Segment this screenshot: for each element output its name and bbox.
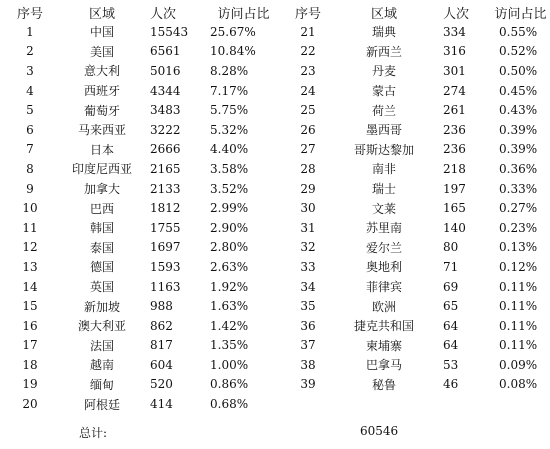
left-index-cell: 14 (22, 279, 38, 294)
right-region-cell: 蒙古 (371, 84, 396, 99)
left-share-cell: 3.58% (210, 161, 249, 176)
left-share-cell: 7.17% (210, 83, 249, 98)
left-share-cell: 10.84% (210, 44, 256, 59)
header-share-right: 访问占比 (494, 6, 547, 22)
left-share-cell: 1.63% (210, 299, 249, 314)
left-count-cell: 817 (150, 338, 173, 353)
left-index-cell: 4 (26, 83, 34, 98)
right-share-cell: 0.52% (499, 44, 538, 59)
right-count-cell: 71 (443, 259, 459, 274)
right-count-cell: 140 (443, 220, 466, 235)
left-region-cell: 美国 (89, 44, 114, 59)
left-region-cell: 阿根廷 (83, 397, 120, 412)
right-region-cell: 瑞典 (371, 25, 396, 40)
right-share-cell: 0.50% (499, 63, 538, 78)
right-share-cell: 0.11% (499, 318, 538, 333)
table-row (0, 277, 550, 297)
right-count-cell: 274 (443, 83, 466, 98)
right-count-cell: 236 (443, 142, 466, 157)
table-row (0, 238, 550, 258)
left-share-cell: 2.63% (210, 259, 249, 274)
right-index-cell: 33 (300, 259, 316, 274)
right-region-cell: 捷克共和国 (353, 319, 414, 334)
left-region-cell: 意大利 (83, 64, 120, 79)
right-count-cell: 65 (443, 299, 459, 314)
right-region-cell: 巴拿马 (365, 358, 402, 373)
left-index-cell: 12 (22, 240, 38, 255)
left-index-cell: 3 (26, 63, 34, 78)
right-share-cell: 0.55% (499, 24, 538, 39)
left-share-cell: 25.67% (210, 24, 256, 39)
left-share-cell: 1.92% (210, 279, 249, 294)
table-row (0, 22, 550, 42)
right-index-cell: 27 (300, 142, 316, 157)
left-share-cell: 1.42% (210, 318, 249, 333)
right-index-cell: 22 (300, 44, 316, 59)
right-count-cell: 69 (443, 279, 459, 294)
right-index-cell: 32 (300, 240, 316, 255)
left-index-cell: 6 (26, 122, 34, 137)
right-index-cell: 37 (300, 338, 316, 353)
right-index-cell: 28 (300, 161, 316, 176)
right-share-cell: 0.12% (499, 259, 538, 274)
table-row (0, 42, 550, 62)
right-index-cell: 38 (300, 357, 316, 372)
right-count-cell: 236 (443, 122, 466, 137)
right-index-cell: 36 (300, 318, 316, 333)
header-share-left: 访问占比 (217, 6, 270, 22)
right-index-cell: 34 (300, 279, 316, 294)
right-index-cell: 39 (300, 377, 316, 392)
right-count-cell: 316 (443, 44, 466, 59)
right-count-cell: 64 (443, 338, 459, 353)
right-index-cell: 24 (300, 83, 316, 98)
left-region-cell: 法国 (89, 338, 114, 353)
right-share-cell: 0.11% (499, 279, 538, 294)
left-count-cell: 520 (150, 377, 173, 392)
header-index-right: 序号 (294, 6, 321, 22)
left-share-cell: 2.90% (210, 220, 249, 235)
header-count-right: 人次 (443, 6, 470, 22)
left-index-cell: 19 (22, 377, 38, 392)
region-visit-table (0, 2, 550, 414)
right-share-cell: 0.27% (499, 201, 538, 216)
table-header-row (0, 2, 550, 22)
left-share-cell: 4.40% (210, 142, 249, 157)
table-row (0, 81, 550, 101)
left-share-cell: 2.80% (210, 240, 249, 255)
right-region-cell: 文莱 (371, 201, 396, 216)
table-row (0, 394, 550, 414)
left-index-cell: 5 (26, 103, 34, 118)
left-share-cell: 0.68% (210, 397, 249, 412)
left-share-cell: 5.75% (210, 103, 249, 118)
right-count-cell: 197 (443, 181, 466, 196)
header-region-right: 区域 (370, 6, 397, 22)
right-region-cell: 丹麦 (371, 64, 396, 79)
left-share-cell: 1.00% (210, 357, 249, 372)
left-index-cell: 16 (22, 318, 38, 333)
right-share-cell: 0.33% (499, 181, 538, 196)
left-index-cell: 7 (26, 142, 34, 157)
right-share-cell: 0.39% (499, 122, 538, 137)
right-region-cell: 柬埔寨 (365, 338, 402, 353)
right-region-cell: 哥斯达黎加 (353, 142, 414, 157)
right-region-cell: 奥地利 (365, 260, 402, 275)
table-row (0, 336, 550, 356)
table-row (0, 120, 550, 140)
left-count-cell: 3222 (150, 122, 181, 137)
left-region-cell: 日本 (89, 142, 114, 157)
right-region-cell (331, 394, 437, 414)
right-share-cell: 0.36% (499, 161, 538, 176)
left-region-cell: 巴西 (89, 201, 114, 216)
total-value: 60546 (360, 424, 399, 438)
left-region-cell: 缅甸 (89, 377, 114, 392)
right-region-cell: 苏里南 (365, 221, 402, 236)
right-count-cell: 80 (443, 240, 459, 255)
table-row (0, 218, 550, 238)
right-index-cell: 21 (300, 24, 316, 39)
right-region-cell: 瑞士 (371, 182, 396, 197)
right-share-cell: 0.09% (499, 357, 538, 372)
total-label: 总计: (79, 426, 108, 440)
right-index-cell: 26 (300, 122, 316, 137)
left-count-cell: 1697 (150, 240, 181, 255)
table-row (0, 355, 550, 375)
right-share-cell: 0.08% (499, 377, 538, 392)
table-row (0, 296, 550, 316)
total-row (0, 424, 550, 444)
left-count-cell: 862 (150, 318, 173, 333)
left-region-cell: 葡萄牙 (83, 103, 120, 118)
header-region-left: 区域 (88, 6, 115, 22)
left-count-cell: 2133 (150, 181, 181, 196)
left-count-cell: 604 (150, 357, 173, 372)
left-region-cell: 加拿大 (83, 182, 120, 197)
header-count-left: 人次 (150, 6, 177, 22)
right-share-cell: 0.11% (499, 338, 538, 353)
table-body (0, 22, 550, 414)
right-region-cell: 荷兰 (371, 103, 396, 118)
right-index-cell: 25 (300, 103, 316, 118)
left-share-cell: 0.86% (210, 377, 249, 392)
right-share-cell: 0.39% (499, 142, 538, 157)
right-index-cell (285, 394, 331, 414)
right-count-cell: 334 (443, 24, 466, 39)
left-index-cell: 15 (22, 299, 38, 314)
right-share-cell: 0.23% (499, 220, 538, 235)
left-region-cell: 德国 (89, 260, 114, 275)
left-count-cell: 1812 (150, 201, 181, 216)
right-region-cell: 新西兰 (365, 44, 402, 59)
right-share-cell: 0.13% (499, 240, 538, 255)
left-index-cell: 2 (26, 44, 34, 59)
right-index-cell: 31 (300, 220, 316, 235)
left-count-cell: 2165 (150, 161, 181, 176)
left-index-cell: 9 (26, 181, 34, 196)
left-count-cell: 15543 (150, 24, 189, 39)
right-count-cell (437, 394, 491, 414)
left-count-cell: 6561 (150, 44, 181, 59)
left-index-cell: 8 (26, 161, 34, 176)
left-region-cell: 印度尼西亚 (71, 162, 132, 177)
table-row (0, 257, 550, 277)
right-region-cell: 秘鲁 (371, 377, 396, 392)
left-count-cell: 4344 (150, 83, 181, 98)
right-count-cell: 64 (443, 318, 459, 333)
right-index-cell: 23 (300, 63, 316, 78)
left-share-cell: 3.52% (210, 181, 249, 196)
right-index-cell: 29 (300, 181, 316, 196)
left-region-cell: 中国 (89, 25, 114, 40)
left-count-cell: 414 (150, 397, 173, 412)
left-count-cell: 2666 (150, 142, 181, 157)
right-share-cell: 0.43% (499, 103, 538, 118)
left-index-cell: 10 (22, 201, 38, 216)
right-count-cell: 46 (443, 377, 459, 392)
left-count-cell: 988 (150, 299, 173, 314)
left-share-cell: 2.99% (210, 201, 249, 216)
left-count-cell: 1163 (150, 279, 181, 294)
left-index-cell: 11 (22, 220, 38, 235)
left-index-cell: 1 (26, 24, 34, 39)
table-row (0, 179, 550, 199)
header-index-left: 序号 (16, 6, 43, 22)
left-index-cell: 18 (22, 357, 38, 372)
left-region-cell: 西班牙 (83, 84, 120, 99)
right-region-cell: 爱尔兰 (365, 240, 402, 255)
right-index-cell: 35 (300, 299, 316, 314)
left-count-cell: 1593 (150, 259, 181, 274)
right-share-cell (491, 394, 550, 414)
table-row (0, 375, 550, 395)
left-region-cell: 马来西亚 (77, 123, 126, 138)
left-region-cell: 英国 (89, 280, 114, 295)
left-share-cell: 5.32% (210, 122, 249, 137)
table-row (0, 159, 550, 179)
left-region-cell: 泰国 (89, 240, 114, 255)
right-count-cell: 53 (443, 357, 459, 372)
left-count-cell: 1755 (150, 220, 181, 235)
left-index-cell: 17 (22, 338, 38, 353)
left-share-cell: 8.28% (210, 63, 249, 78)
left-region-cell: 越南 (89, 358, 114, 373)
left-index-cell: 13 (22, 259, 38, 274)
table-row (0, 140, 550, 160)
right-region-cell: 南非 (371, 162, 396, 177)
right-share-cell: 0.45% (499, 83, 538, 98)
right-region-cell: 墨西哥 (365, 123, 402, 138)
left-index-cell: 20 (22, 397, 38, 412)
table-row (0, 61, 550, 81)
left-region-cell: 澳大利亚 (77, 319, 126, 334)
left-count-cell: 5016 (150, 63, 181, 78)
left-count-cell: 3483 (150, 103, 181, 118)
table-row (0, 100, 550, 120)
right-count-cell: 301 (443, 63, 466, 78)
right-count-cell: 165 (443, 201, 466, 216)
right-share-cell: 0.11% (499, 299, 538, 314)
right-count-cell: 261 (443, 103, 466, 118)
region-visit-table-area (0, 2, 550, 414)
right-count-cell: 218 (443, 161, 466, 176)
left-region-cell: 新加坡 (83, 299, 120, 314)
right-region-cell: 欧洲 (371, 299, 396, 314)
right-index-cell: 30 (300, 201, 316, 216)
right-region-cell: 菲律宾 (365, 280, 402, 295)
left-region-cell: 韩国 (89, 221, 114, 236)
table-row (0, 316, 550, 336)
table-row (0, 198, 550, 218)
left-share-cell: 1.35% (210, 338, 249, 353)
